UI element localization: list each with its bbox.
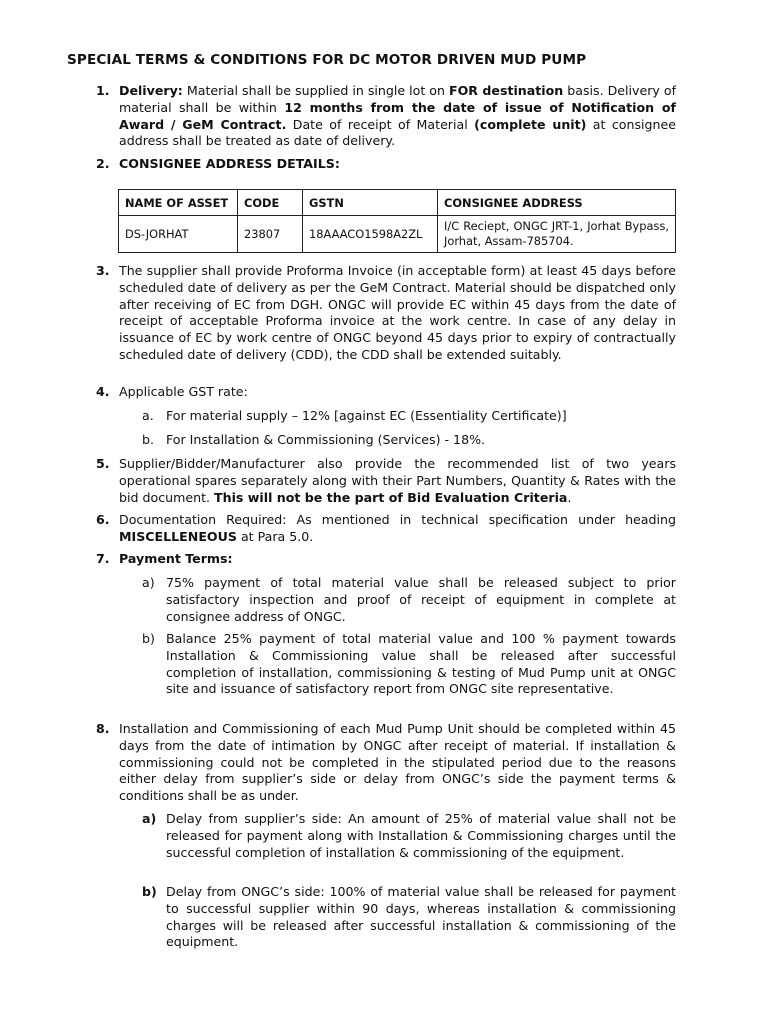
clause-4 xyxy=(96,384,676,401)
clause-number: 7. xyxy=(96,551,110,566)
clause-body: CONSIGNEE ADDRESS DETAILS: xyxy=(119,156,340,171)
clause-number: 1. xyxy=(96,83,110,98)
clause-number: 2. xyxy=(96,156,110,171)
sub-label: a. xyxy=(142,408,154,423)
table-header-row xyxy=(119,190,676,216)
page-title: SPECIAL TERMS & CONDITIONS FOR DC MOTOR DRIVEN MUD PUMP xyxy=(67,52,587,68)
sub-body: Balance 25% payment of total material value and 100 % payment towards Installation & Commissioning value shall be released after successful completion of installation, commissioning & testing of Mud Pump unit at ONGC site and issuance of satisfactory report from ONGC site representative. xyxy=(166,631,676,697)
clause-body: Payment Terms: xyxy=(119,551,233,566)
table-header: CODE xyxy=(238,190,303,216)
clause-body: The supplier shall provide Proforma Invoice (in acceptable form) at least 45 days before scheduled date of delivery as per the GeM Contract. Material should be dispatched only after receiving of EC from DGH. ONGC will provide EC within 45 days from the date of receipt of acceptable Proforma invoice at the work centre. In case of any delay in issuance of EC by work centre of ONGC beyond 45 days prior to expiry of contractually scheduled date of delivery (CDD), the CDD shall be extended suitably. xyxy=(119,263,676,362)
clause-3 xyxy=(96,263,676,364)
clause-body: Supplier/Bidder/Manufacturer also provide the recommended list of two years operational spares separately along with their Part Numbers, Quantity & Rates with the bid document. This will not be the part of Bid Evaluation Criteria. xyxy=(119,456,676,505)
clause-4b xyxy=(142,432,676,449)
clause-body: Documentation Required: As mentioned in technical specification under heading MISCELLENEOUS at Para 5.0. xyxy=(119,512,676,544)
clause-body: Installation and Commissioning of each Mud Pump Unit should be completed within 45 days from the date of intimation by ONGC after receipt of material. If installation & commissioning could not be completed in the stipulated period due to the reasons either delay from supplier’s side or delay from ONGC’s side the payment terms & conditions shall be as under. xyxy=(119,721,676,804)
sub-body: Delay from ONGC’s side: 100% of material value shall be released for payment to successful supplier within 90 days, whereas installation & commissioning charges will be released after successful installation & commissioning of the equipment. xyxy=(166,884,676,950)
clause-5 xyxy=(96,456,676,506)
sub-label: a) xyxy=(142,575,155,590)
clause-8a xyxy=(142,811,676,861)
clause-6 xyxy=(96,512,676,546)
clause-7b xyxy=(142,631,676,698)
table-header: GSTN xyxy=(303,190,438,216)
clause-7 xyxy=(96,551,676,568)
sub-body: 75% payment of total material value shall be released subject to prior satisfactory inspection and proof of receipt of equipment in complete at consignee address of ONGC. xyxy=(166,575,676,624)
clause-8 xyxy=(96,721,676,805)
clause-1 xyxy=(96,83,676,150)
table-cell: DS-JORHAT xyxy=(119,216,238,253)
clause-4a xyxy=(142,408,676,425)
clause-number: 4. xyxy=(96,384,110,399)
sub-body: For Installation & Commissioning (Services) - 18%. xyxy=(166,432,486,447)
table-header: NAME OF ASSET xyxy=(119,190,238,216)
table-cell: 18AAACO1598A2ZL xyxy=(303,216,438,253)
sub-label: b) xyxy=(142,884,157,899)
table-cell: 23807 xyxy=(238,216,303,253)
sub-body: Delay from supplier’s side: An amount of 25% of material value shall not be released for payment along with Installation & Commissioning charges until the successful completion of installation & commissioning of the equipment. xyxy=(166,811,676,860)
clause-8b xyxy=(142,884,676,951)
table-cell: I/C Reciept, ONGC JRT-1, Jorhat Bypass, Jorhat, Assam-785704. xyxy=(438,216,676,253)
sub-body: For material supply – 12% [against EC (Essentiality Certificate)] xyxy=(166,408,567,423)
clause-7a xyxy=(142,575,676,625)
clause-2 xyxy=(96,156,676,173)
consignee-table xyxy=(118,189,676,253)
clause-number: 5. xyxy=(96,456,110,471)
clause-body: Delivery: Material shall be supplied in single lot on FOR destination basis. Delivery of material shall be within 12 months from the date of issue of Notification of Award / GeM Contract. Date of receipt of Material (complete unit) at consignee address shall be treated as date of delivery. xyxy=(119,83,677,149)
clause-number: 8. xyxy=(96,721,110,736)
clause-number: 3. xyxy=(96,263,110,278)
sub-label: b) xyxy=(142,631,155,646)
clause-number: 6. xyxy=(96,512,110,527)
table-row xyxy=(119,216,676,253)
sub-label: a) xyxy=(142,811,157,826)
clause-body: Applicable GST rate: xyxy=(119,384,248,399)
sub-label: b. xyxy=(142,432,154,447)
table-header: CONSIGNEE ADDRESS xyxy=(438,190,676,216)
